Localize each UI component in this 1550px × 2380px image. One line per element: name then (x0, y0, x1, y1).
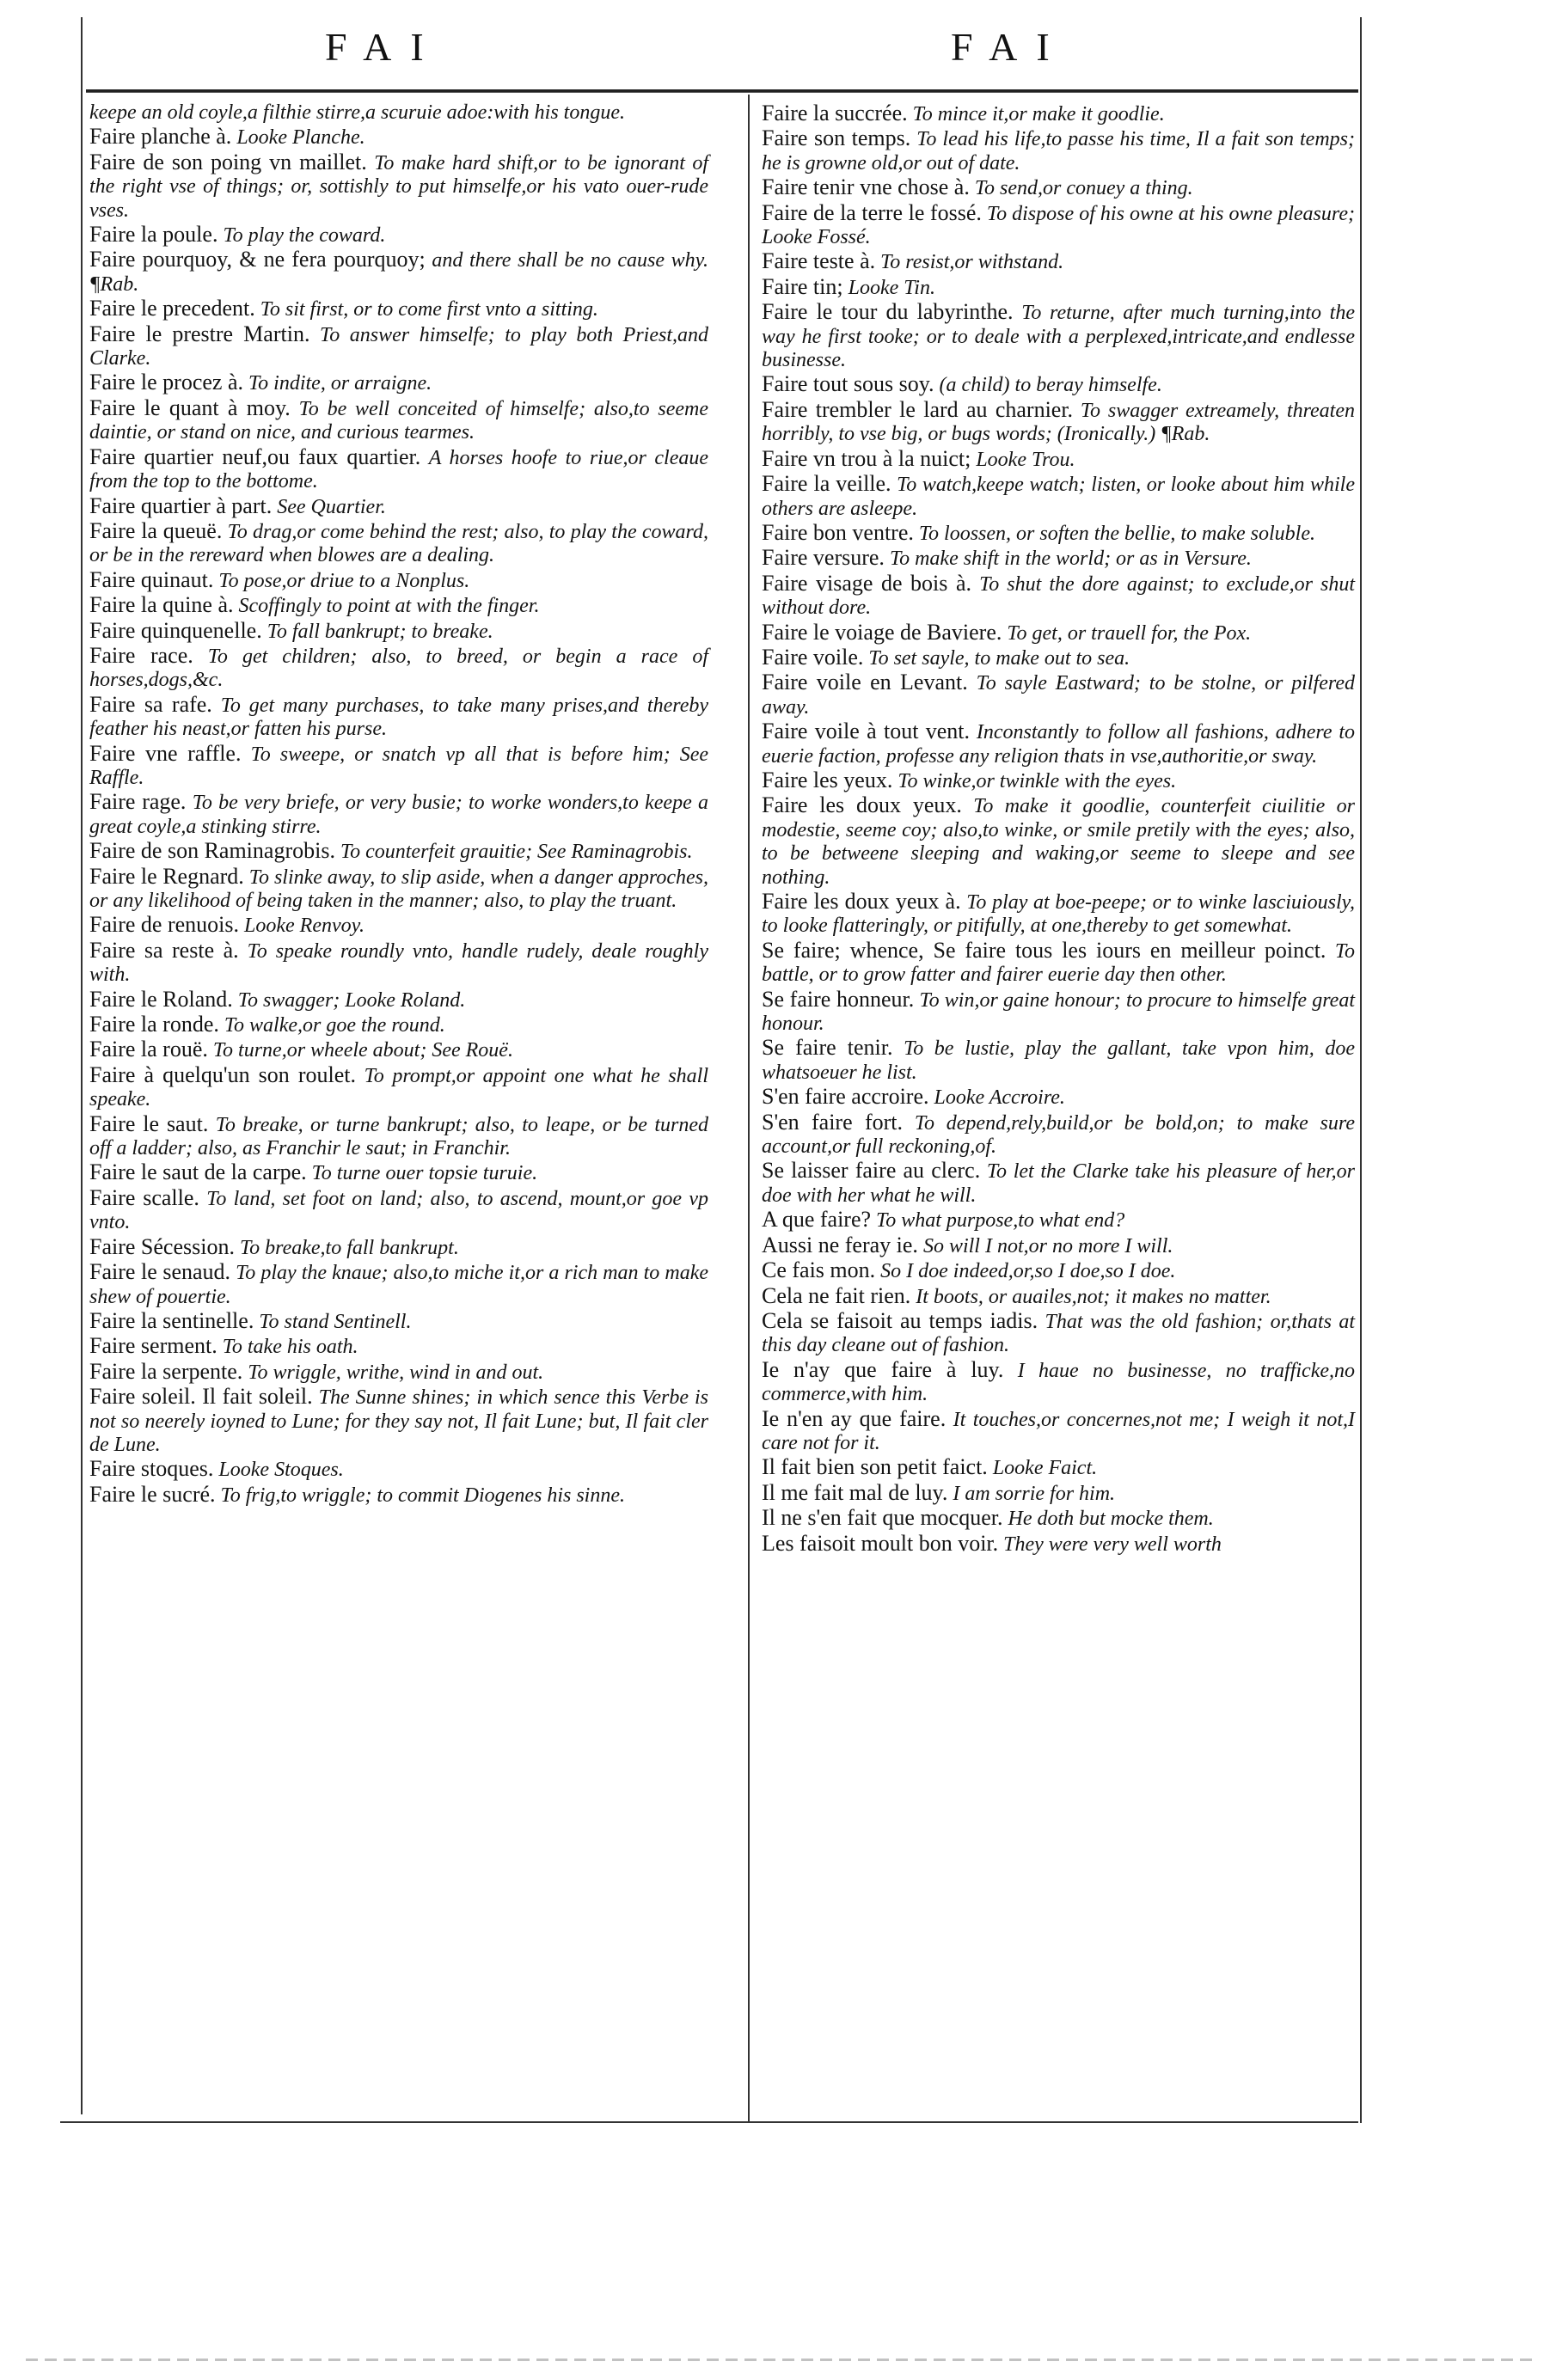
entry-gloss: To be well conceited of himselfe; also,to seeme daintie, or stand on nice, and curious tearmes. (89, 397, 709, 444)
entry-gloss: and there shall be no cause why. ¶Rab. (89, 249, 709, 296)
dictionary-entry (762, 645, 1355, 670)
dictionary-entry (89, 101, 708, 125)
entry-gloss: To watch,keepe watch; listen, or looke about him while others are asleepe. (762, 474, 1355, 520)
dictionary-entry (89, 1360, 708, 1385)
dictionary-entry (762, 447, 1355, 472)
entry-gloss: Looke Faict. (992, 1457, 1098, 1480)
entry-gloss: To drag,or come behind the rest; also, to play the coward, or be in the rereward when blowes are a dealing. (89, 520, 709, 567)
entry-headword: S'en faire fort. (762, 1109, 903, 1135)
entry-gloss: That was the old fashion; or,thats at this day cleane out of fashion. (762, 1310, 1356, 1357)
entry-gloss: To get many purchases, to take many prises,and thereby feather his neast,or fatten his purse. (89, 694, 708, 741)
entry-headword: Faire le precedent. (89, 296, 255, 321)
entry-headword: Faire le procez à. (89, 370, 244, 395)
dictionary-entry (762, 1284, 1355, 1309)
dictionary-entry (89, 1457, 708, 1482)
entry-gloss: To get, or trauell for, the Pox. (1007, 621, 1252, 645)
entry-headword: Faire le prestre Martin. (89, 321, 310, 346)
entry-headword: Faire la ronde. (89, 1012, 219, 1037)
dictionary-entry (762, 546, 1355, 571)
entry-headword: Faire la rouë. (89, 1037, 208, 1062)
entry-headword: Faire serment. (89, 1333, 217, 1359)
dictionary-entry (762, 890, 1355, 939)
dictionary-entry (762, 1085, 1355, 1110)
entry-headword: Faire quartier à part. (89, 493, 273, 518)
dictionary-entry (89, 593, 708, 618)
entry-headword: Cela se faisoit au temps iadis. (762, 1307, 1038, 1333)
footer-rule (60, 2121, 1358, 2123)
dictionary-entry (762, 372, 1355, 397)
entry-headword: Faire les doux yeux. (762, 792, 962, 818)
entry-headword: Faire la veille. (762, 471, 891, 497)
entry-gloss: To shut the dore against; to exclude,or shut without dore. (762, 572, 1355, 620)
entry-headword: Se laisser faire au clerc. (762, 1158, 981, 1184)
entry-headword: Faire le senaud. (89, 1259, 231, 1285)
entry-gloss: To battle, or to grow fatter and fairer euerie day then other. (762, 939, 1355, 987)
entry-headword: Se faire; whence, Se faire tous les iours en meilleur poinct. (762, 937, 1326, 963)
dictionary-entry (762, 768, 1355, 793)
entry-headword: Faire la quine à. (89, 592, 234, 618)
entry-gloss: To frig,to wriggle; to commit Diogenes his sinne. (220, 1484, 625, 1507)
dictionary-entry (89, 1160, 708, 1185)
dictionary-entry (762, 1455, 1355, 1480)
entry-gloss: To breake, or turne bankrupt; also, to leape, or be turned off a ladder; also, as Franchir le saut; in Franchir. (89, 1113, 708, 1160)
dictionary-entry (762, 719, 1355, 768)
dictionary-entry (89, 223, 708, 248)
entry-gloss: keepe an old coyle,a filthie stirre,a scuruie adoe:with his tongue. (89, 101, 625, 124)
entry-headword: Faire tin; (762, 273, 843, 299)
entry-gloss: See Quartier. (277, 495, 386, 518)
entry-headword: Faire teste à. (762, 248, 876, 274)
left-column (89, 101, 708, 1508)
entry-headword: Faire rage. (89, 789, 187, 815)
entry-headword: Faire la queuë. (89, 517, 223, 543)
dictionary-entry (762, 249, 1355, 274)
dictionary-entry (762, 1233, 1355, 1258)
entry-headword: Faire la serpente. (89, 1358, 243, 1384)
entry-headword: Faire de son poing vn maillet. (89, 149, 367, 174)
dictionary-entry (89, 742, 708, 791)
entry-gloss: Looke Accroire. (934, 1086, 1065, 1110)
dictionary-entry (762, 201, 1355, 250)
entry-headword: Faire son temps. (762, 125, 911, 151)
entry-headword: Faire le saut de la carpe. (89, 1159, 307, 1185)
dictionary-entry (89, 839, 708, 864)
entry-headword: Faire le tour du labyrinthe. (762, 299, 1014, 325)
dictionary-entry (762, 398, 1355, 447)
dictionary-entry (762, 670, 1355, 719)
right-column (762, 101, 1355, 1557)
entry-headword: Faire vne raffle. (89, 740, 242, 766)
dictionary-entry (762, 1481, 1355, 1506)
entry-headword: A que faire? (762, 1207, 872, 1233)
entry-headword: Faire les yeux. (762, 767, 893, 792)
entry-gloss: To sit first, or to come first vnto a sitting. (260, 298, 598, 321)
entry-gloss: They were very well worth (1003, 1533, 1222, 1556)
entry-headword: Ie n'en ay que faire. (762, 1405, 947, 1431)
entry-gloss: To be lustie, play the gallant, take vpon him, doe whatsoeuer he list. (762, 1037, 1355, 1084)
dictionary-entry (89, 297, 708, 321)
entry-gloss: To sweepe, or snatch vp all that is before him; See Raffle. (89, 743, 708, 789)
entry-headword: Faire à quelqu'un son roulet. (89, 1062, 356, 1087)
left-margin-rule (81, 17, 83, 2114)
entry-gloss: To wriggle, writhe, wind in and out. (248, 1361, 544, 1384)
entry-headword: Faire de renuois. (89, 912, 240, 938)
entry-headword: Faire pourquoy, & ne fera pourquoy; (89, 247, 426, 272)
entry-gloss: Looke Tin. (848, 276, 935, 299)
entry-headword: Faire de la terre le fossé. (762, 199, 982, 225)
entry-gloss: To let the Clarke take his pleasure of her,or doe with her what he will. (762, 1160, 1356, 1207)
entry-gloss: To prompt,or appoint one what he shall speake. (89, 1064, 708, 1111)
entry-gloss: (a child) to beray himselfe. (939, 374, 1162, 397)
entry-gloss: To be very briefe, or very busie; to worke wonders,to keepe a great coyle,a stinking stirre. (89, 792, 708, 838)
entry-headword: Faire la succrée. (762, 101, 908, 125)
right-margin-rule (1360, 17, 1362, 2123)
dictionary-entry (89, 1334, 708, 1359)
dictionary-entry (89, 939, 708, 988)
entry-headword: Faire trembler le lard au charnier. (762, 396, 1074, 422)
entry-headword: Il fait bien son petit faict. (762, 1454, 988, 1480)
dictionary-entry (89, 1037, 708, 1062)
entry-headword: Faire le sucré. (89, 1481, 216, 1507)
entry-gloss: Looke Stoques. (218, 1459, 344, 1482)
entry-headword: Faire le Regnard. (89, 863, 244, 889)
entry-gloss: To stand Sentinell. (259, 1310, 412, 1333)
entry-headword: Faire voile en Levant. (762, 670, 968, 695)
entry-gloss: To speake roundly vnto, handle rudely, deale roughly with. (89, 939, 709, 987)
dictionary-entry (89, 125, 708, 150)
entry-gloss: To turne,or wheele about; See Rouë. (212, 1039, 513, 1062)
entry-gloss: I am sorrie for him. (953, 1482, 1116, 1505)
entry-gloss: To get children; also, to breed, or begin a race of horses,dogs,&c. (89, 645, 709, 692)
dictionary-entry (762, 1208, 1355, 1233)
entry-gloss: To send,or conuey a thing. (974, 177, 1193, 200)
dictionary-entry (762, 1309, 1355, 1358)
entry-headword: Cela ne fait rien. (762, 1282, 911, 1308)
entry-gloss: To breake,to fall bankrupt. (239, 1236, 459, 1259)
entry-headword: Faire tenir vne chose à. (762, 174, 970, 200)
running-head-left: FAI (325, 25, 443, 69)
entry-gloss: I haue no businesse, no trafficke,no commerce,with him. (762, 1359, 1355, 1406)
entry-headword: Faire les doux yeux à. (762, 889, 961, 914)
entry-gloss: To winke,or twinkle with the eyes. (898, 769, 1177, 792)
entry-gloss: So I doe indeed,or,so I doe,so I doe. (880, 1260, 1176, 1283)
entry-gloss: Inconstantly to follow all fashions, adhere to euerie faction, professe any religion thats in vse,authoritie,or sway. (762, 721, 1356, 768)
entry-gloss: To sayle Eastward; to be stolne, or pilfered away. (762, 672, 1355, 719)
entry-gloss: To make hard shift,or to be ignorant of the right vse of things; or, sottishly to put himselfe,or his vato ouer-rude vses. (89, 151, 709, 222)
entry-gloss: To land, set foot on land; also, to ascend, mount,or goe vp vnto. (89, 1187, 709, 1234)
dictionary-entry (762, 1532, 1355, 1557)
dictionary-entry (89, 1235, 708, 1260)
dictionary-entry (89, 1013, 708, 1037)
dictionary-entry (762, 1159, 1355, 1208)
entry-headword: Faire de son Raminagrobis. (89, 838, 335, 864)
dictionary-entry (89, 790, 708, 839)
dictionary-entry (89, 150, 708, 223)
entry-gloss: It touches,or concernes,not me; I weigh it not,I care not for it. (762, 1408, 1356, 1454)
entry-headword: Faire quinaut. (89, 566, 214, 592)
entry-headword: Faire bon ventre. (762, 519, 914, 545)
entry-gloss: To dispose of his owne at his owne pleasure; Looke Fossé. (762, 202, 1355, 249)
entry-headword: Ie n'ay que faire à luy. (762, 1356, 1004, 1382)
entry-headword: Faire la poule. (89, 222, 218, 248)
dictionary-entry (89, 1309, 708, 1334)
dictionary-entry (762, 988, 1355, 1037)
dictionary-entry (762, 1506, 1355, 1531)
entry-gloss: To play the coward. (223, 224, 386, 248)
entry-gloss: Looke Trou. (976, 448, 1075, 471)
dictionary-entry (89, 494, 708, 519)
dictionary-entry (89, 1260, 708, 1309)
entry-headword: Faire la sentinelle. (89, 1307, 254, 1333)
entry-gloss: A horses hoofe to riue,or cleaue from the top to the bottome. (89, 446, 708, 493)
dictionary-entry (89, 988, 708, 1013)
dictionary-entry (89, 1063, 708, 1112)
entry-headword: Faire versure. (762, 545, 885, 571)
entry-gloss: It boots, or auailes,not; it makes no matter. (916, 1285, 1271, 1308)
dictionary-entry (89, 1112, 708, 1161)
dictionary-entry (89, 322, 708, 371)
entry-headword: S'en faire accroire. (762, 1084, 929, 1110)
entry-gloss: To lead his life,to passe his time, Il a fait son temps; he is growne old,or out of date. (762, 128, 1355, 174)
entry-gloss: To resist,or withstand. (880, 251, 1064, 274)
entry-headword: Faire vn trou à la nuict; (762, 445, 971, 471)
column-divider (748, 95, 750, 2123)
dictionary-entry (762, 572, 1355, 621)
dictionary-entry (762, 126, 1355, 175)
entry-gloss: To indite, or arraigne. (248, 372, 432, 395)
entry-gloss: To loossen, or soften the bellie, to make soluble. (918, 522, 1315, 545)
entry-gloss: To fall bankrupt; to breake. (267, 620, 493, 643)
dictionary-entry (762, 300, 1355, 372)
dictionary-entry (762, 939, 1355, 988)
entry-gloss: To walke,or goe the round. (224, 1014, 445, 1037)
entry-gloss: To depend,rely,build,or be bold,on; to make sure account,or full reckoning,of. (762, 1111, 1355, 1159)
dictionary-entry (89, 370, 708, 395)
entry-headword: Faire voile à tout vent. (762, 719, 971, 744)
dictionary-entry (89, 865, 708, 914)
dictionary-entry (89, 248, 708, 297)
entry-headword: Faire tout sous soy. (762, 371, 934, 397)
entry-gloss: To counterfeit grauitie; See Raminagrobis. (340, 841, 693, 864)
entry-headword: Faire visage de bois à. (762, 570, 971, 596)
dictionary-entry (762, 1036, 1355, 1085)
dictionary-entry (89, 1186, 708, 1235)
dictionary-entry (762, 1407, 1355, 1456)
entry-gloss: To play at boe-peepe; or to winke lasciuiously, to looke flatteringly, or pitifully, at one,thereby to get somewhat. (762, 891, 1355, 938)
running-head-right: FAI (951, 25, 1069, 69)
entry-headword: Les faisoit moult bon voir. (762, 1530, 999, 1556)
dictionary-entry (89, 619, 708, 644)
entry-gloss: To turne ouer topsie turuie. (311, 1162, 538, 1185)
entry-gloss: To pose,or driue to a Nonplus. (218, 569, 470, 592)
entry-gloss: To take his oath. (222, 1336, 358, 1359)
entry-headword: Se faire honneur. (762, 986, 915, 1012)
dictionary-entry (762, 793, 1355, 890)
header-rule (86, 89, 1358, 93)
entry-gloss: To swagger extreamely, threaten horribly, to vse big, or bugs words; (Ironically.) ¶Rab. (762, 399, 1355, 446)
entry-headword: Faire le Roland. (89, 986, 233, 1012)
dictionary-entry (89, 445, 708, 494)
dictionary-entry (89, 913, 708, 938)
dictionary-entry (762, 1110, 1355, 1159)
entry-gloss: To what purpose,to what end? (876, 1209, 1125, 1233)
entry-gloss: To answer himselfe; to play both Priest,and Clarke. (89, 323, 709, 370)
dictionary-entry (89, 568, 708, 593)
entry-headword: Faire quartier neuf,ou faux quartier. (89, 444, 421, 469)
entry-headword: Faire stoques. (89, 1456, 214, 1482)
dictionary-entry (762, 101, 1355, 126)
entry-headword: Faire planche à. (89, 124, 232, 150)
entry-gloss: To mince it,or make it goodlie. (912, 103, 1165, 125)
dictionary-entry (89, 519, 708, 568)
entry-gloss: To swagger; Looke Roland. (237, 988, 466, 1012)
entry-headword: Il me fait mal de luy. (762, 1479, 948, 1505)
entry-headword: Aussi ne feray ie. (762, 1232, 918, 1257)
dictionary-entry (89, 1483, 708, 1508)
dictionary-entry (762, 472, 1355, 521)
entry-gloss: To returne, after much turning,into the way he first tooke; or to deale with a perplexed,intricate,and endlesse businesse. (762, 302, 1355, 372)
entry-gloss: To play the knaue; also,to miche it,or a rich man to make shew of pouertie. (89, 1262, 708, 1308)
entry-gloss: To make it goodlie, counterfeit ciuilitie or modestie, seeme coy; also,to winke, or smile pretily with the eyes; also, to be betweene sleeping and waking,or seeme to sleepe and see nothing. (762, 795, 1355, 889)
dictionary-entry (762, 621, 1355, 645)
entry-headword: Faire soleil. Il fait soleil. (89, 1384, 313, 1410)
scan-edge-artifact (26, 2359, 1539, 2361)
entry-gloss: To win,or gaine honour; to procure to himselfe great honour. (762, 988, 1355, 1036)
entry-gloss: To make shift in the world; or as in Versure. (889, 548, 1252, 571)
entry-headword: Faire scalle. (89, 1184, 199, 1210)
entry-gloss: To slinke away, to slip aside, when a danger approches, or any likelihood of being taken in the manner; also, to play the truant. (89, 866, 709, 912)
dictionary-entry (762, 1258, 1355, 1283)
entry-headword: Se faire tenir. (762, 1035, 893, 1061)
dictionary-entry (762, 275, 1355, 300)
dictionary-entry (89, 693, 708, 742)
entry-gloss: Scoffingly to point at with the finger. (238, 595, 540, 618)
entry-gloss: Looke Renvoy. (244, 915, 365, 938)
entry-headword: Faire sa reste à. (89, 937, 239, 963)
entry-gloss: He doth but mocke them. (1008, 1508, 1214, 1531)
dictionary-entry (89, 1385, 708, 1457)
entry-headword: Ce fais mon. (762, 1257, 876, 1283)
entry-headword: Faire Sécession. (89, 1233, 235, 1259)
entry-gloss: Looke Planche. (236, 126, 365, 150)
dictionary-entry (762, 1358, 1355, 1407)
entry-gloss: To set sayle, to make out to sea. (868, 646, 1130, 670)
entry-headword: Faire race. (89, 642, 193, 668)
entry-headword: Faire sa rafe. (89, 691, 212, 717)
entry-headword: Il ne s'en fait que mocquer. (762, 1505, 1003, 1531)
dictionary-entry (762, 521, 1355, 546)
entry-gloss: The Sunne shines; in which sence this Verbe is not so neerely ioyned to Lune; for they say not, Il fait Lune; but, Il fait cler de Lune. (89, 1386, 709, 1456)
entry-headword: Faire le saut. (89, 1110, 209, 1136)
entry-headword: Faire le voiage de Baviere. (762, 619, 1002, 645)
dictionary-entry (89, 396, 708, 445)
entry-gloss: So will I not,or no more I will. (922, 1234, 1173, 1257)
dictionary-entry (762, 175, 1355, 200)
entry-headword: Faire voile. (762, 644, 864, 670)
entry-headword: Faire quinquenelle. (89, 617, 262, 643)
dictionary-entry (89, 644, 708, 693)
entry-headword: Faire le quant à moy. (89, 395, 291, 420)
